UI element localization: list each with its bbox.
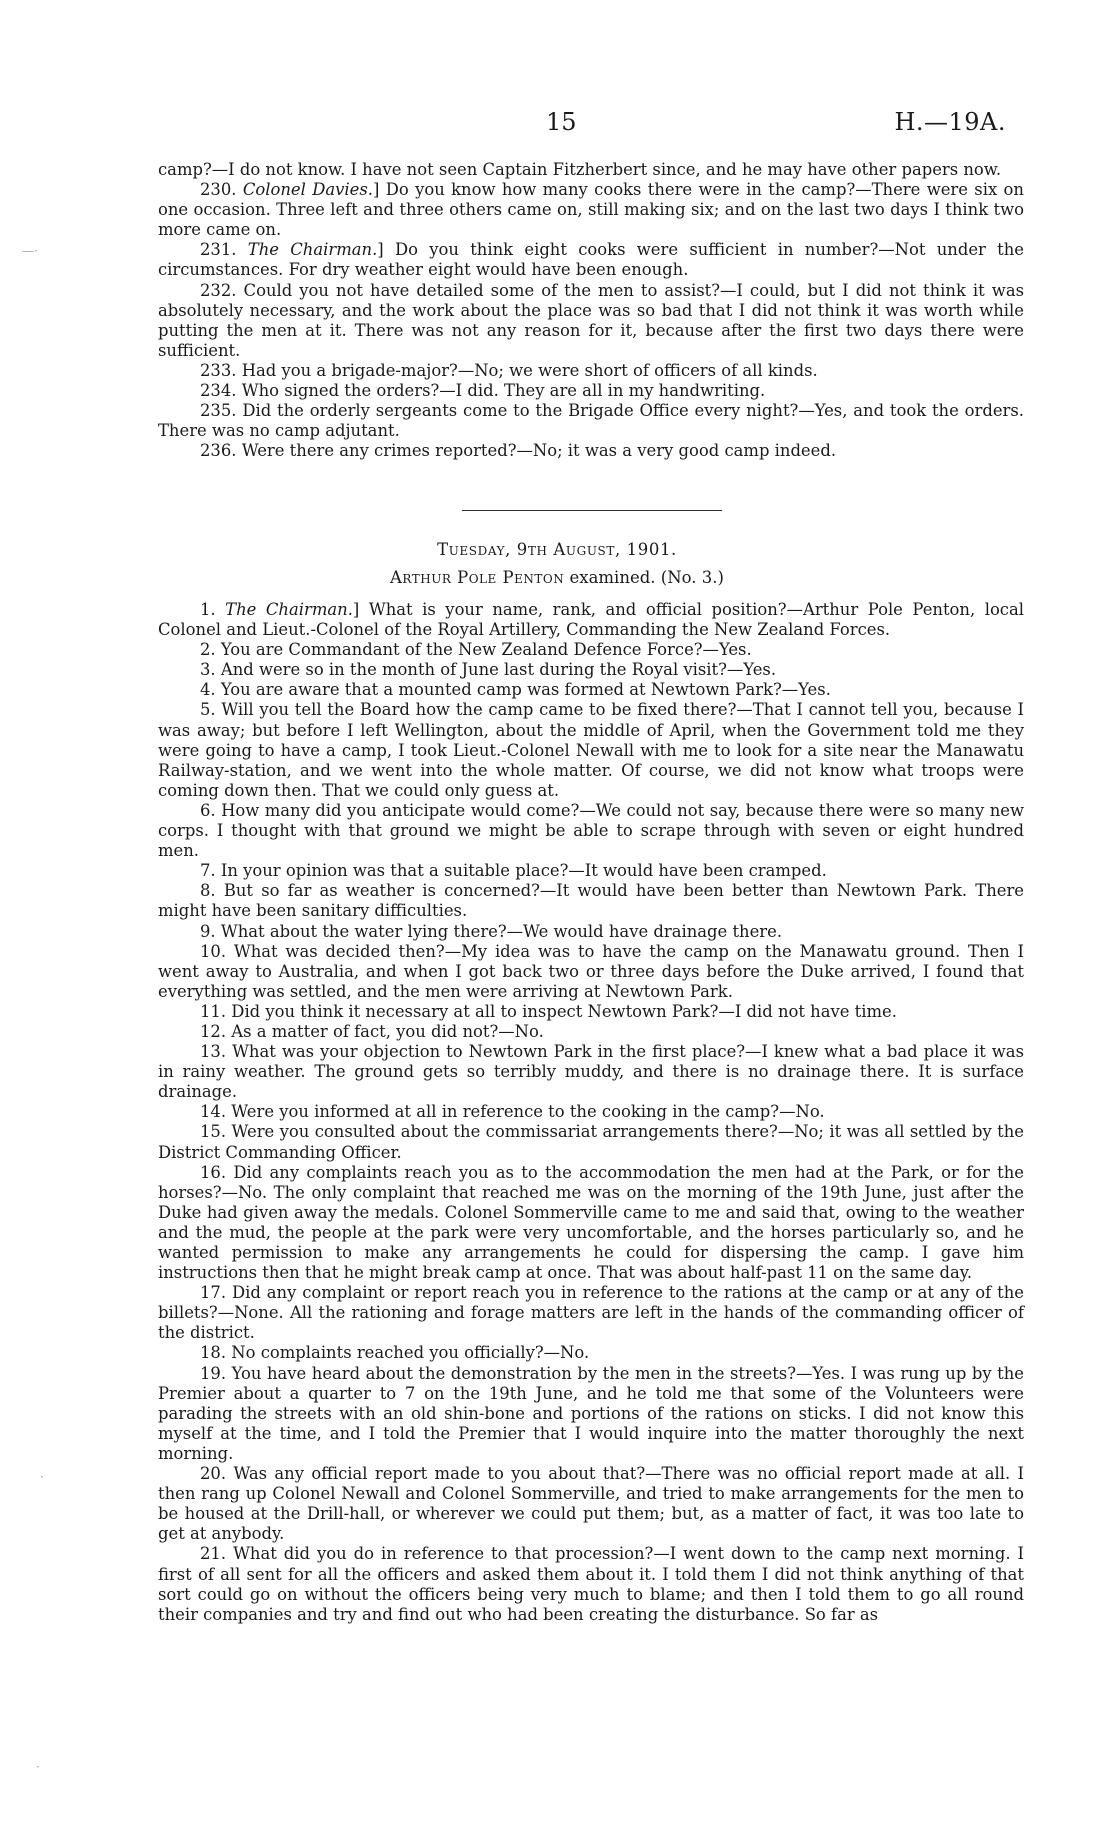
margin-mark: ·: [36, 1760, 40, 1774]
speaker-name: The Chairman.: [225, 600, 353, 619]
question-paragraph: [158, 361, 1024, 381]
question-paragraph: [158, 1042, 1024, 1102]
question-paragraph: [158, 1102, 1024, 1122]
question-number: 14.: [200, 1102, 227, 1122]
question-paragraph: [158, 922, 1024, 942]
question-paragraph: [158, 1464, 1024, 1544]
question-answer-text: Did any complaints reach you as to the accommodation the men had at the Park, or for the horses?—No. The only complaint that reached me was on the morning of the 19th June, just after the Duke had given away the medals. Colonel Sommerville came to me and said that, owing to the weather and the mud, the people at the park were very uncomfortable, and the horses particularly so, and he wanted permission to make any arrangements he could for dispersing the camp. I gave him instructions then that he might break camp at once. That was about half-past 11 on the same day.: [158, 1162, 1024, 1283]
question-number: 1.: [200, 600, 216, 619]
question-paragraph: [158, 160, 1024, 180]
question-number: 17.: [200, 1283, 227, 1303]
witness-heading: [0, 568, 1114, 587]
question-answer-text: You are aware that a mounted camp was formed at Newtown Park?—Yes.: [220, 680, 831, 700]
witness-examined-note: examined. (No. 3.): [569, 568, 724, 587]
question-paragraph: 1. The Chairman.] What is your name, rank, and official position?—Arthur Pole Penton, local Colonel and Lieut.-Colonel of the Royal Artillery, Commanding the New Zealand Forces.: [158, 600, 1024, 640]
question-number: 9.: [200, 921, 216, 941]
question-number: 230.: [200, 180, 237, 200]
question-number: 13.: [200, 1042, 227, 1062]
question-number: 7.: [200, 861, 216, 881]
question-answer-text: Do you know how many cooks there were in the camp?—There were six on one occasion. Three left and three others came on, still making six; and on the last two days I think two more came on.: [158, 180, 1024, 240]
question-answer-text: What did you do in reference to that procession?—I went down to the camp next morning. I first of all sent for all the officers and asked them about it. I told them I did not think anything of that sort could go on without the officers being very much to blame; and then I told them to go all round their companies and try and find out who had been creating the disturbance. So far as: [158, 1544, 1024, 1624]
question-answer-text: camp?—I do not know. I have not seen Captain Fitzherbert since, and he may have other papers now.: [158, 160, 1002, 179]
question-paragraph: [158, 881, 1024, 921]
speaker-name: Colonel Davies.: [242, 180, 373, 200]
question-answer-text: Did any complaint or report reach you in reference to the rations at the camp or at any of the billets?—None. All the rationing and forage matters are left in the hands of the commanding officer of the district.: [158, 1283, 1024, 1343]
question-number: 234.: [200, 381, 237, 401]
question-paragraph: [158, 1343, 1024, 1363]
question-paragraph: [158, 1163, 1024, 1284]
question-paragraph: [158, 1283, 1024, 1343]
question-paragraph: [158, 1122, 1024, 1162]
witness-name: Arthur Pole Penton: [390, 568, 565, 587]
question-answer-text: Did the orderly sergeants come to the Brigade Office every night?—Yes, and took the orders. There was no camp adjutant.: [158, 401, 1024, 441]
question-answer-text: But so far as weather is concerned?—It would have been better than Newtown Park. There might have been sanitary difficulties.: [158, 881, 1024, 921]
question-number: 235.: [200, 401, 237, 421]
question-answer-text: Was any official report made to you about that?—There was no official report made at all. I then rang up Colonel Newall and Colonel Sommerville, and tried to make arrangements for the men to be housed at the Drill-hall, or wherever we could put them; but, as a matter of fact, it was too late to get at anybody.: [158, 1464, 1024, 1544]
question-number: 11.: [200, 1001, 227, 1021]
question-number: 12.: [200, 1021, 227, 1041]
question-answer-text: No complaints reached you officially?—No.: [231, 1343, 590, 1363]
question-paragraph: [158, 700, 1024, 800]
question-answer-text: Who signed the orders?—I did. They are all in my handwriting.: [241, 381, 766, 401]
question-paragraph: 231. The Chairman.] Do you think eight cooks were sufficient in number?—Not under the circumstances. For dry weather eight would have been enough.: [158, 240, 1024, 280]
question-paragraph: [158, 1544, 1024, 1624]
question-number: 5.: [200, 700, 216, 720]
question-number: 2.: [200, 640, 216, 660]
question-answer-text: You are Commandant of the New Zealand Defence Force?—Yes.: [220, 640, 752, 660]
evidence-block-previous-witness: [158, 160, 1024, 461]
question-answer-text: What was your objection to Newtown Park in the first place?—I knew what a bad place it was in rainy weather. The ground gets so terribly muddy, and there is no drainage there. It is surface drainage.: [158, 1042, 1024, 1102]
question-paragraph: [158, 680, 1024, 700]
question-answer-text: In your opinion was that a suitable place?—It would have been cramped.: [220, 861, 827, 881]
question-answer-text: Do you think eight cooks were sufficient in number?—Not under the circumstances. For dry weather eight would have been enough.: [158, 240, 1024, 280]
question-answer-text: Could you not have detailed some of the men to assist?—I could, but I did not think it was absolutely necessary, and the work about the place was so bad that I did not think it was worth while putting the men at it. There was not any reason for it, because after the first two days there were sufficient.: [158, 280, 1024, 360]
question-number: 19.: [200, 1363, 227, 1383]
question-paragraph: [158, 441, 1024, 461]
question-number: 236.: [200, 441, 237, 461]
question-number: 232.: [200, 280, 237, 300]
margin-mark: —·: [22, 244, 38, 258]
question-paragraph: [158, 281, 1024, 361]
question-paragraph: [158, 1022, 1024, 1042]
question-number: 20.: [200, 1464, 227, 1484]
question-paragraph: [158, 1364, 1024, 1464]
question-paragraph: [158, 381, 1024, 401]
question-number: 10.: [200, 941, 227, 961]
question-number: 231.: [200, 240, 237, 260]
question-paragraph: [158, 942, 1024, 1002]
question-answer-text: Did you think it necessary at all to inspect Newtown Park?—I did not have time.: [231, 1001, 897, 1021]
question-number: 15.: [200, 1122, 227, 1142]
question-number: 4.: [200, 680, 216, 700]
question-answer-text: What is your name, rank, and official position?—Arthur Pole Penton, local Colonel and Lieut.-Colonel of the Royal Artillery, Commanding the New Zealand Forces.: [158, 600, 1024, 640]
question-number: 18.: [200, 1343, 227, 1363]
page-header: [0, 108, 1114, 140]
question-number: 3.: [200, 660, 216, 680]
page-number: 15: [546, 108, 577, 136]
document-reference: H.—19A.: [894, 108, 1006, 136]
question-paragraph: [158, 861, 1024, 881]
question-number: 8.: [200, 881, 216, 901]
question-answer-text: Will you tell the Board how the camp came to be fixed there?—That I cannot tell you, because I was away; but before I left Wellington, about the middle of April, when the Government told me they were going to have a camp, I took Lieut.-Colonel Newall with me to look for a site near the Manawatu Railway-station, and we went into the whole matter. Of course, we did not know what troops were coming down then. That we could only guess at.: [158, 700, 1024, 800]
speaker-name: The Chairman.: [247, 240, 378, 260]
question-paragraph: [158, 801, 1024, 861]
question-answer-text: And were so in the month of June last during the Royal visit?—Yes.: [220, 660, 777, 680]
question-paragraph: [158, 401, 1024, 441]
question-number: 21.: [200, 1544, 227, 1564]
section-divider: [462, 510, 722, 511]
session-date-heading: Tuesday, 9th August, 1901.: [437, 540, 677, 559]
question-answer-text: What about the water lying there?—We would have drainage there.: [220, 921, 783, 941]
evidence-block-penton: [158, 600, 1024, 1625]
question-number: 6.: [200, 800, 216, 820]
question-paragraph: [158, 640, 1024, 660]
question-answer-text: Were you consulted about the commissariat arrangements there?—No; it was all settled by the District Commanding Officer.: [158, 1122, 1025, 1162]
question-answer-text: How many did you anticipate would come?—We could not say, because there were so many new corps. I thought with that ground we might be able to scrape through with seven or eight hundred men.: [158, 800, 1024, 861]
question-number: 233.: [200, 360, 237, 380]
question-paragraph: 230. Colonel Davies.] Do you know how many cooks there were in the camp?—There were six on one occasion. Three left and three others came on, still making six; and on the last two days I think two more came on.: [158, 180, 1024, 240]
question-number: 16.: [200, 1162, 227, 1182]
question-answer-text: Were you informed at all in reference to the cooking in the camp?—No.: [231, 1102, 825, 1122]
question-answer-text: Had you a brigade-major?—No; we were short of officers of all kinds.: [241, 360, 818, 380]
question-answer-text: What was decided then?—My idea was to have the camp on the Manawatu ground. Then I went away to Australia, and when I got back two or three days before the Duke arrived, I found that everything was settled, and the men were arriving at Newtown Park.: [158, 941, 1024, 1001]
question-answer-text: You have heard about the demonstration by the men in the streets?—Yes. I was rung up by the Premier about a quarter to 7 on the 19th June, and he told me that some of the Volunteers were parading the streets with an old shin-bone and portions of the rations on sticks. I did not know this myself at the time, and I told the Premier that I would inquire into the matter thoroughly the next morning.: [158, 1363, 1024, 1463]
margin-mark: ·: [40, 1470, 44, 1484]
question-answer-text: Were there any crimes reported?—No; it was a very good camp indeed.: [241, 441, 837, 461]
question-paragraph: [158, 1002, 1024, 1022]
question-answer-text: As a matter of fact, you did not?—No.: [231, 1021, 544, 1041]
question-paragraph: [158, 660, 1024, 680]
